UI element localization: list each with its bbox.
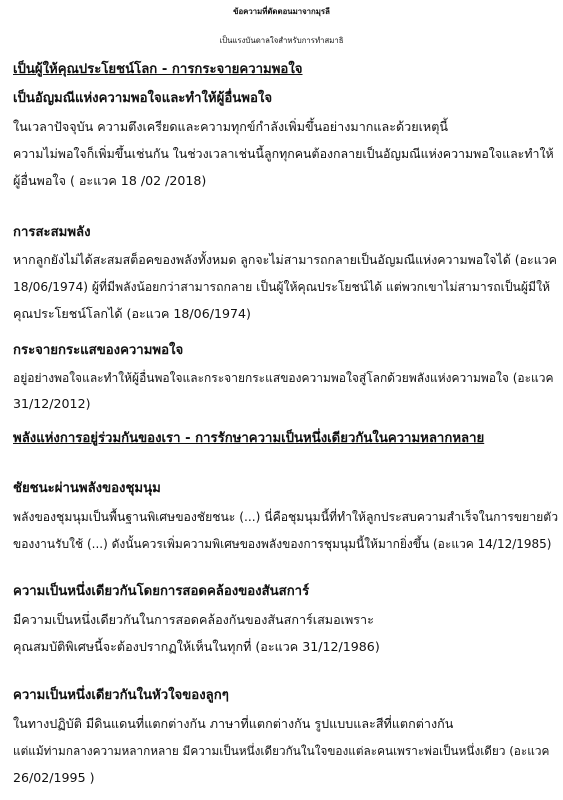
document-title: ข้อความที่ตัดตอนมาจากมุรลี	[233, 7, 330, 16]
paragraph-line: ในทางปฏิบัติ มีดินแดนที่แตกต่างกัน ภาษาที่แตกต่างกัน รูปแบบและสีที่แตกต่างกัน	[13, 716, 454, 731]
paragraph-line: ของงานรับใช้ (...) ดังนั้นควรเพิ่มความพิเศษของพลังของการชุมนุมนี้ให้มากยิ่งขึ้น (อะแวค 14/12/1985)	[13, 537, 552, 551]
paragraph-line: มีความเป็นหนึ่งเดียวกันในการสอดคล้องกันของสันสการ์เสมอเพราะ	[13, 612, 374, 627]
paragraph-line: 18/06/1974) ผู้ที่มีพลังน้อยกว่าสามารถกลาย เป็นผู้ให้คุณประโยชน์ได้ แต่พวกเขาไม่สามารถเป็นผู้มีให้	[13, 280, 551, 294]
document-subtitle: เป็นแรงบันดาลใจสำหรับการทำสมาธิ	[219, 36, 344, 45]
paragraph-line: พลังของชุมนุมเป็นพื้นฐานพิเศษของชัยชนะ (...) นี่คือชุมนุมนี้ที่ทำให้ลูกประสบความสำเร็จในการขยายตัว	[13, 510, 559, 524]
paragraph-line: คุณสมบัติพิเศษนี้จะต้องปรากฏให้เห็นในทุกที่ (อะแวค 31/12/1986)	[13, 639, 380, 654]
section-heading-accumulating-power: การสะสมพลัง	[13, 225, 91, 240]
section-heading-spreading-vibrations: กระจายกระแสของความพอใจ	[13, 343, 184, 358]
section-subheading-jewel-of-contentment: เป็นอัญมณีแห่งความพอใจและทำให้ผู้อื่นพอใจ	[13, 91, 273, 106]
paragraph-line: คุณประโยชน์โลกได้ (อะแวค 18/06/1974)	[13, 306, 251, 321]
paragraph-line: อยู่อย่างพอใจและทำให้ผู้อื่นพอใจและกระจายกระแสของความพอใจสู่โลกด้วยพลังแห่งความพอใจ (อะแวค	[13, 371, 554, 385]
paragraph-line: ในเวลาปัจจุบัน ความตึงเครียดและความทุกข์กำลังเพิ่มขึ้นอย่างมากและด้วยเหตุนี้	[13, 119, 449, 134]
paragraph-line: ความไม่พอใจก็เพิ่มขึ้นเช่นกัน ในช่วงเวลาเช่นนี้ลูกทุกคนต้องกลายเป็นอัญมณีแห่งความพอใจและทำให้	[13, 146, 554, 161]
section-heading-unity-in-hearts: ความเป็นหนึ่งเดียวกันในหัวใจของลูกๆ	[13, 688, 229, 703]
section-heading-unity-of-sanskars: ความเป็นหนึ่งเดียวกันโดยการสอดคล้องของสันสการ์	[13, 584, 310, 599]
section-heading-victory-through-gathering: ชัยชนะผ่านพลังของชุมนุม	[13, 481, 161, 496]
paragraph-line: 26/02/1995 )	[13, 770, 95, 785]
paragraph-line: หากลูกยังไม่ได้สะสมสต็อคของพลังทั้งหมด ลูกจะไม่สามารถกลายเป็นอัญมณีแห่งความพอใจได้ (อะแวค	[13, 252, 557, 267]
paragraph-line: แต่แม้ท่ามกลางความหลากหลาย มีความเป็นหนึ่งเดียวกันในใจของแต่ละคนเพราะพ่อเป็นหนึ่งเดียว (อะแวค	[13, 744, 550, 758]
paragraph-line: ผู้อื่นพอใจ ( อะแวค 18 /02 /2018)	[13, 173, 207, 188]
section-heading-world-benefactor: เป็นผู้ให้คุณประโยชน์โลก - การกระจายความพอใจ	[13, 62, 303, 77]
section-heading-power-of-togetherness: พลังแห่งการอยู่ร่วมกันของเรา - การรักษาความเป็นหนึ่งเดียวกันในความหลากหลาย	[13, 431, 485, 446]
paragraph-line: 31/12/2012)	[13, 396, 91, 411]
